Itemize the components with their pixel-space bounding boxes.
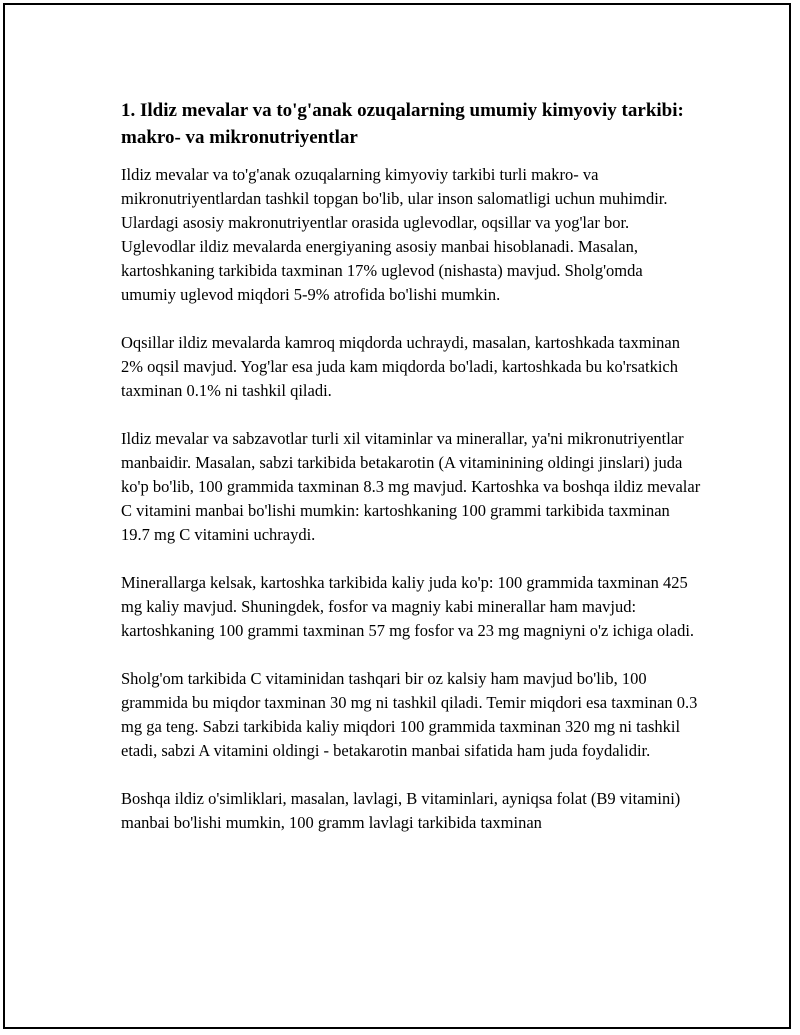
- paragraph-beet: Boshqa ildiz o'simliklari, masalan, lavlagi, B vitaminlari, ayniqsa folat (B9 vitamini) manbai bo'lishi mumkin, 100 gramm lavlagi tarkibida taxminan: [121, 789, 681, 832]
- paragraph-turnip-carrot: Sholg'om tarkibida C vitaminidan tashqari bir oz kalsiy ham mavjud bo'lib, 100 grammida bu miqdor taxminan 30 mg ni tashkil qiladi. Temir miqdori esa taxminan 0.3 mg ga teng. Sabzi tarkibida kaliy miqdori 100 grammida taxminan 320 mg ni tashkil etadi, sabzi A vitamini oldingi - betakarotin manbai sifatida ham juda foydalidir.: [121, 669, 698, 760]
- paragraph-proteins-fats: Oqsillar ildiz mevalarda kamroq miqdorda uchraydi, masalan, kartoshkada taxminan 2% oqsil mavjud. Yog'lar esa juda kam miqdorda bo'ladi, kartoshkada bu ko'rsatkich taxminan 0.1% ni tashkil qiladi.: [121, 333, 680, 400]
- paragraph-carbohydrates: Ildiz mevalar va to'g'anak ozuqalarning kimyoviy tarkibi turli makro- va mikronutriyentlardan tashkil topgan bo'lib, ular inson salomatligi uchun muhimdir. Ulardagi asosiy makronutriyentlar orasida uglevodlar, oqsillar va yog'lar bor. Uglevodlar ildiz mevalarda energiyaning asosiy manbai hisoblanadi. Masalan, kartoshkaning tarkibida taxminan 17% uglevod (nishasta) mavjud. Sholg'omda umumiy uglevod miqdori 5-9% atrofida bo'lishi mumkin.: [121, 165, 668, 304]
- page-frame: [3, 3, 791, 1029]
- document-content: [121, 97, 701, 859]
- section-heading: 1. Ildiz mevalar va to'g'anak ozuqalarning umumiy kimyoviy tarkibi: makro- va mikronutriyentlar: [121, 100, 684, 148]
- paragraph-vitamins: Ildiz mevalar va sabzavotlar turli xil vitaminlar va minerallar, ya'ni mikronutriyentlar manbaidir. Masalan, sabzi tarkibida betakarotin (A vitaminining oldingi jinslari) juda ko'p bo'lib, 100 grammida taxminan 8.3 mg mavjud. Kartoshka va boshqa ildiz mevalar C vitamini manbai bo'lishi mumkin: kartoshkaning 100 grammi tarkibida taxminan 19.7 mg C vitamini uchraydi.: [121, 429, 701, 544]
- paragraph-minerals: Minerallarga kelsak, kartoshka tarkibida kaliy juda ko'p: 100 grammida taxminan 425 mg kaliy mavjud. Shuningdek, fosfor va magniy kabi minerallar ham mavjud: kartoshkaning 100 grammi taxminan 57 mg fosfor va 23 mg magniyni o'z ichiga oladi.: [121, 573, 695, 640]
